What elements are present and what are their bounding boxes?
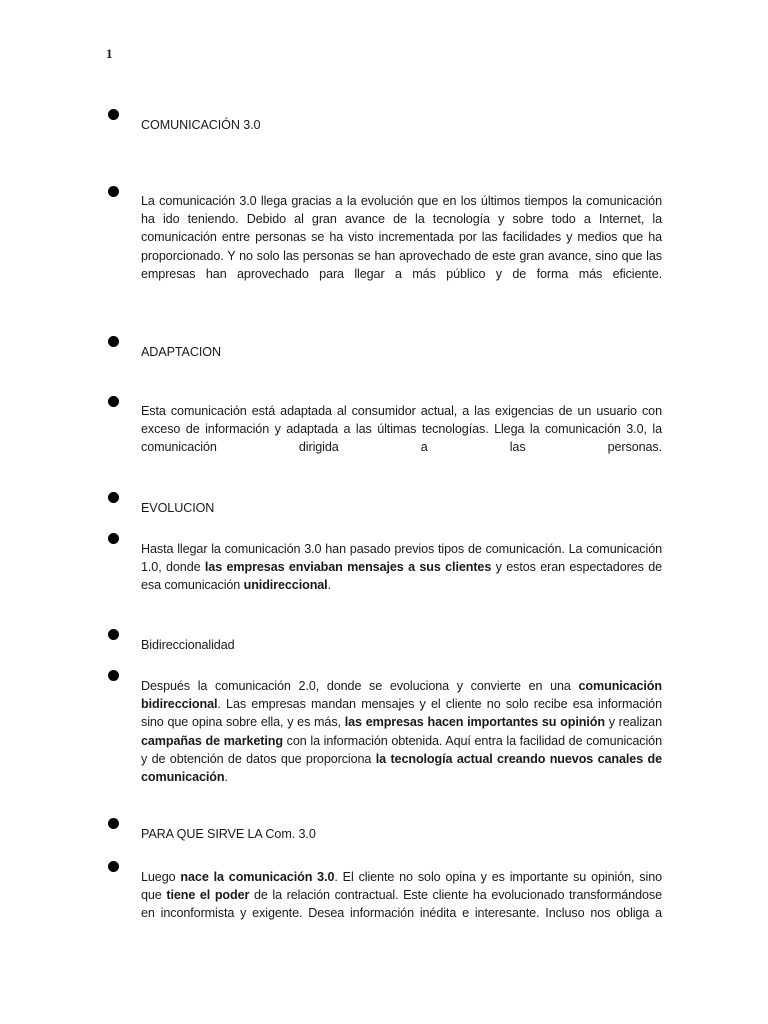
paragraph-bidireccionalidad: Después la comunicación 2.0, donde se evoluciona y convierte en una comunicación bidireccional. Las empresas mandan mensajes y el cliente no solo recibe esa información sino que opina sobre ella, y es más, las empresas hacen importantes su opinión y realizan campañas de marketing con la información obtenida. Aquí entra la facilidad de comunicación y de obtención de datos que proporciona la tecnología actual creando nuevos canales de comunicación. bbox=[141, 679, 662, 785]
paragraph-comunicacion: La comunicación 3.0 llega gracias a la evolución que en los últimos tiempos la comunicación ha ido teniendo. Debido al gran avance de la tecnología y sobre todo a Internet, la comunicación entre personas se ha visto incrementada por las facilidades y medios que ha proporcionado. Y no solo las personas se han aprovechado de este gran avance, sino que las empresas han aprovechado para llegar a más público y de forma más eficiente. bbox=[141, 194, 662, 281]
section-heading-evolucion: EVOLUCION bbox=[141, 501, 215, 515]
paragraph-adaptacion: Esta comunicación está adaptada al consumidor actual, a las exigencias de un usuario con exceso de información y adaptada a las últimas tecnologías. Llega la comunicación 3.0, la comunicación dirigida a las personas. bbox=[141, 404, 662, 455]
bullet-icon bbox=[108, 629, 119, 640]
section-heading-para-que-sirve: PARA QUE SIRVE LA Com. 3.0 bbox=[141, 827, 316, 841]
bullet-icon bbox=[108, 186, 119, 197]
bullet-icon bbox=[108, 861, 119, 872]
paragraph-evolucion: Hasta llegar la comunicación 3.0 han pasado previos tipos de comunicación. La comunicación 1.0, donde las empresas enviaban mensajes a sus clientes y estos eran espectadores de esa comunicación unidireccional. bbox=[141, 542, 662, 593]
bullet-icon bbox=[108, 670, 119, 681]
section-heading-comunicacion: COMUNICACIÓN 3.0 bbox=[141, 118, 261, 132]
section-heading-bidireccionalidad: Bidireccionalidad bbox=[141, 638, 235, 652]
paragraph-para-que-sirve: Luego nace la comunicación 3.0. El cliente no solo opina y es importante su opinión, sino que tiene el poder de la relación contractual. Este cliente ha evolucionado transformándose en inconformista y exigente. Desea información inédita e interesante. Incluso nos obliga a bbox=[141, 870, 663, 921]
bullet-icon bbox=[108, 109, 119, 120]
bullet-icon bbox=[108, 533, 119, 544]
section-heading-adaptacion: ADAPTACION bbox=[141, 345, 221, 359]
bullet-icon bbox=[108, 336, 119, 347]
bullet-icon bbox=[108, 818, 119, 829]
bullet-icon bbox=[108, 396, 119, 407]
page-number: 1 bbox=[106, 46, 113, 61]
bullet-icon bbox=[108, 492, 119, 503]
